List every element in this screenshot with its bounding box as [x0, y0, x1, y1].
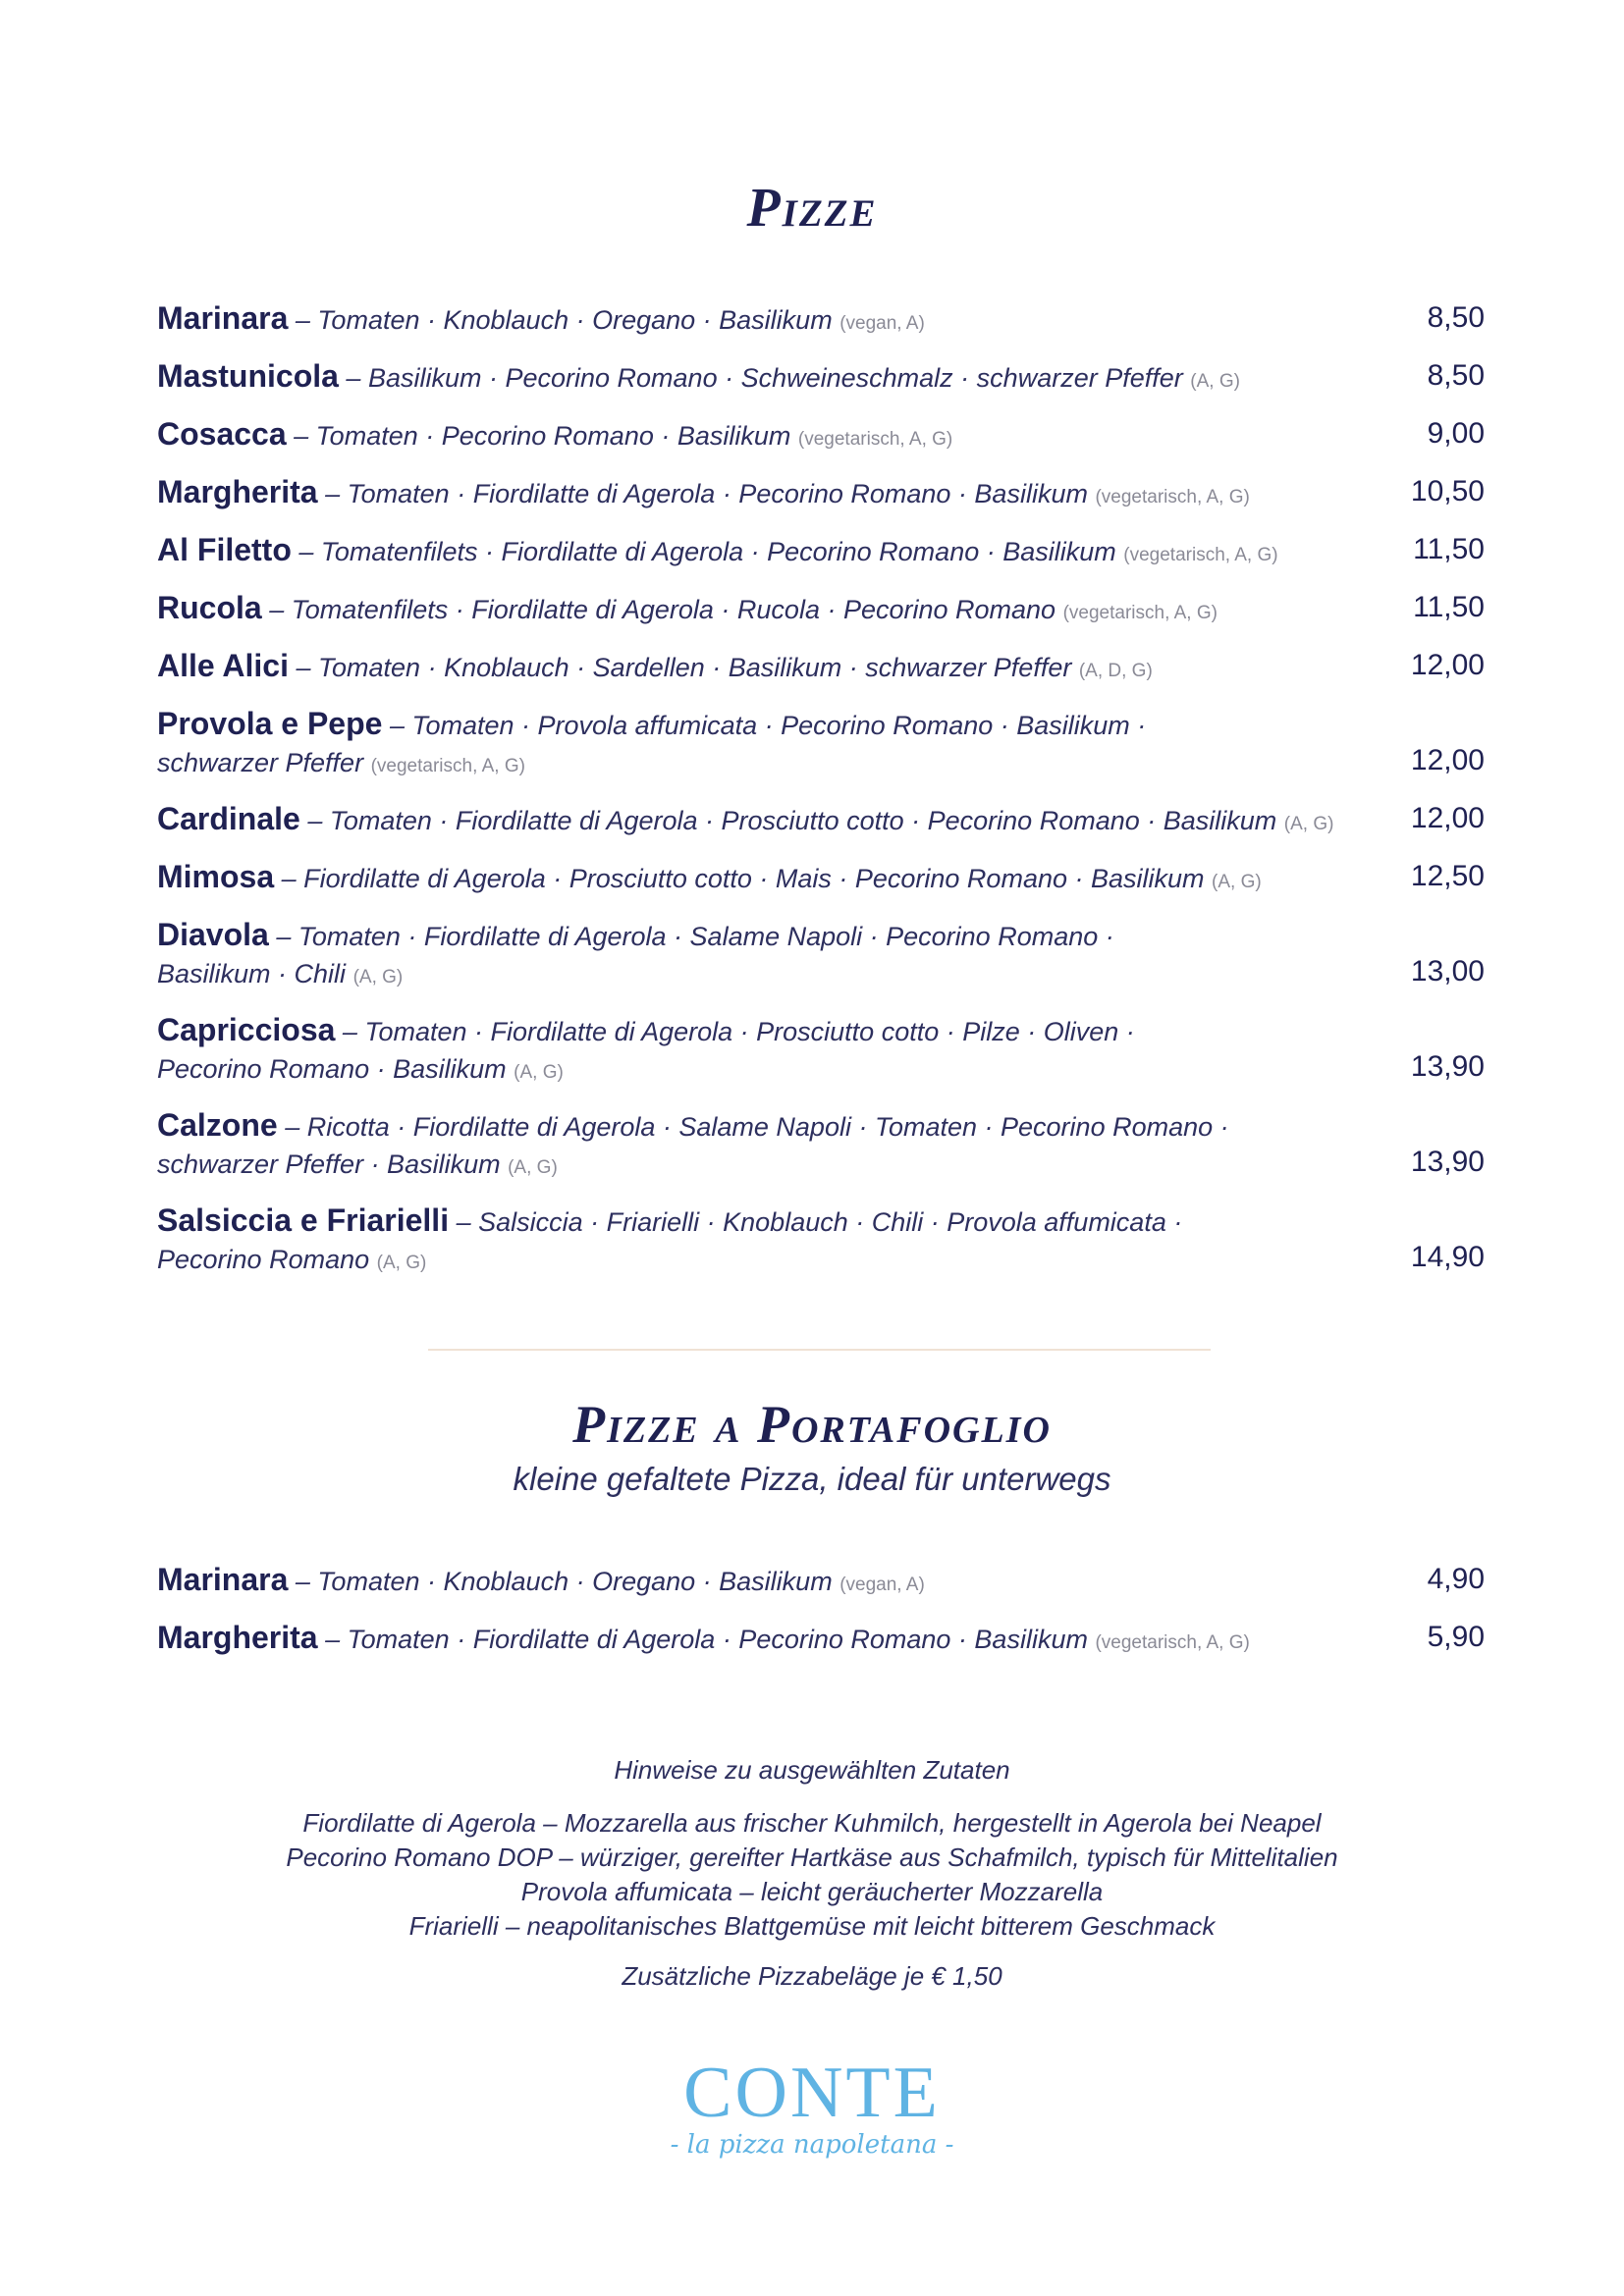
menu-item-separator: –	[288, 305, 318, 335]
menu-item-allergens: (vegetarisch, A, G)	[1062, 603, 1218, 623]
menu-item-ingredients: Salsiccia · Friarielli · Knoblauch · Chili · Provola affumicata ·	[478, 1207, 1183, 1237]
menu-item-ingredients-cont: Pecorino Romano · Basilikum	[157, 1054, 507, 1084]
menu-item-name: Salsiccia e Friarielli	[157, 1202, 450, 1238]
menu-item-name: Alle Alici	[157, 648, 289, 683]
section-subtitle-portafoglio: kleine gefaltete Pizza, ideal für unterwegs	[513, 1461, 1111, 1497]
menu-item	[157, 1619, 1485, 1677]
menu-item-description	[157, 415, 1335, 458]
menu-item-separator: –	[382, 711, 412, 740]
menu-item	[157, 589, 1485, 647]
menu-item-price: 14,90	[1410, 1241, 1485, 1273]
menu-item-ingredients: Tomaten · Fiordilatte di Agerola · Pecorino Romano · Basilikum	[347, 479, 1088, 508]
menu-item-separator: –	[335, 1017, 365, 1046]
menu-item-allergens: (vegan, A)	[839, 1575, 925, 1595]
menu-item-ingredients: Tomaten · Knoblauch · Oregano · Basilikum	[317, 305, 833, 335]
portafoglio-menu-list	[157, 1561, 1485, 1677]
menu-item-description	[157, 531, 1335, 574]
menu-item-price: 8,50	[1427, 301, 1485, 334]
menu-item	[157, 916, 1485, 1011]
menu-item-name: Provola e Pepe	[157, 706, 383, 741]
ingredient-note: Pecorino Romano DOP – würziger, gereifter Hartkäse aus Schafmilch, typisch für Mittelitalien	[286, 1842, 1338, 1872]
menu-item-allergens: (A, G)	[514, 1062, 564, 1083]
menu-item-name: Margherita	[157, 474, 318, 509]
menu-item-name: Capricciosa	[157, 1012, 336, 1047]
menu-item	[157, 473, 1485, 531]
menu-item-ingredients-cont: Pecorino Romano	[157, 1245, 370, 1274]
menu-item	[157, 647, 1485, 705]
menu-item-price: 12,00	[1410, 802, 1485, 834]
menu-item	[157, 1201, 1485, 1297]
menu-item-allergens: (vegan, A)	[839, 313, 925, 334]
menu-item-description	[157, 705, 1335, 785]
menu-item-allergens: (A, G)	[352, 967, 404, 988]
section-divider	[428, 1349, 1211, 1351]
menu-item-price: 10,50	[1410, 475, 1485, 507]
menu-item-ingredients: Tomaten · Fiordilatte di Agerola · Salame Napoli · Pecorino Romano ·	[298, 922, 1114, 951]
menu-item-price: 12,00	[1410, 649, 1485, 681]
menu-item-description	[157, 1201, 1335, 1282]
menu-item-ingredients-cont: Basilikum · Chili	[157, 959, 347, 988]
menu-item-name: Cosacca	[157, 416, 287, 452]
menu-item-price: 4,90	[1427, 1563, 1485, 1595]
menu-item-ingredients: Tomaten · Fiordilatte di Agerola · Pecorino Romano · Basilikum	[347, 1625, 1088, 1654]
menu-item	[157, 858, 1485, 916]
menu-item-separator: –	[274, 864, 304, 893]
menu-item-allergens: (vegetarisch, A, G)	[1095, 1632, 1250, 1653]
menu-item-separator: –	[299, 806, 330, 835]
menu-item-ingredients: Fiordilatte di Agerola · Prosciutto cotto · Mais · Pecorino Romano · Basilikum	[303, 864, 1205, 893]
menu-item-name: Diavola	[157, 917, 269, 952]
menu-item	[157, 299, 1485, 357]
menu-item-description	[157, 647, 1335, 690]
menu-item-description	[157, 589, 1335, 632]
menu-item-separator: –	[268, 922, 298, 951]
menu-item-allergens: (A, D, G)	[1078, 661, 1153, 681]
menu-item	[157, 415, 1485, 473]
menu-item	[157, 1011, 1485, 1106]
menu-item-separator: –	[317, 479, 348, 508]
menu-item-ingredients: Tomaten · Knoblauch · Oregano · Basilikum	[317, 1567, 833, 1596]
menu-item	[157, 531, 1485, 589]
menu-item-price: 11,50	[1413, 591, 1485, 623]
menu-item-description	[157, 1106, 1335, 1187]
menu-item-price: 8,50	[1427, 359, 1485, 392]
menu-item	[157, 705, 1485, 800]
menu-item-ingredients: Basilikum · Pecorino Romano · Schweineschmalz · schwarzer Pfeffer	[367, 363, 1183, 393]
menu-item-name: Marinara	[157, 300, 289, 336]
menu-item-ingredients: Tomaten · Pecorino Romano · Basilikum	[315, 421, 791, 451]
menu-item-ingredients: Ricotta · Fiordilatte di Agerola · Salame Napoli · Tomaten · Pecorino Romano ·	[306, 1112, 1229, 1142]
menu-item-name: Mastunicola	[157, 358, 339, 394]
menu-item-separator: –	[338, 363, 368, 393]
menu-item-ingredients: Tomaten · Fiordilatte di Agerola · Prosciutto cotto · Pilze · Oliven ·	[364, 1017, 1135, 1046]
menu-item-price: 13,90	[1410, 1050, 1485, 1083]
menu-item-separator: –	[277, 1112, 307, 1142]
section-title-pizze: Pizze	[746, 178, 878, 239]
menu-item-price: 11,50	[1413, 533, 1485, 565]
menu-item	[157, 357, 1485, 415]
menu-item-name: Rucola	[157, 590, 262, 625]
menu-item-separator: –	[317, 1625, 348, 1654]
menu-item-description	[157, 916, 1335, 996]
menu-item	[157, 1561, 1485, 1619]
menu-item-ingredients: Tomaten · Fiordilatte di Agerola · Prosciutto cotto · Pecorino Romano · Basilikum	[329, 806, 1277, 835]
menu-item-ingredients: Tomatenfilets · Fiordilatte di Agerola · Rucola · Pecorino Romano	[291, 595, 1056, 624]
menu-item-separator: –	[288, 653, 318, 682]
menu-item-description	[157, 1561, 1335, 1604]
menu-item-separator: –	[261, 595, 292, 624]
ingredient-note: Provola affumicata – leicht geräucherter Mozzarella	[520, 1877, 1104, 1906]
menu-item-description	[157, 473, 1335, 516]
menu-item-price: 9,00	[1427, 417, 1485, 450]
menu-item-separator: –	[286, 421, 316, 451]
menu-item-allergens: (A, G)	[1212, 872, 1262, 892]
menu-item-description	[157, 800, 1335, 843]
pizza-menu-list	[157, 299, 1485, 1297]
menu-item-allergens: (vegetarisch, A, G)	[1123, 545, 1278, 565]
menu-item-description	[157, 357, 1335, 400]
menu-item	[157, 1106, 1485, 1201]
menu-item-ingredients: Tomatenfilets · Fiordilatte di Agerola · Pecorino Romano · Basilikum	[320, 537, 1116, 566]
menu-item-separator: –	[291, 537, 321, 566]
brand-tagline: - la pizza napoletana -	[670, 2130, 954, 2160]
menu-item-price: 5,90	[1427, 1621, 1485, 1653]
menu-item-description	[157, 1619, 1335, 1662]
menu-item-ingredients: Tomaten · Knoblauch · Sardellen · Basilikum · schwarzer Pfeffer	[318, 653, 1072, 682]
ingredient-note: Friarielli – neapolitanisches Blattgemüse mit leicht bitterem Geschmack	[408, 1911, 1216, 1941]
menu-item-price: 13,00	[1410, 955, 1485, 988]
brand-logo: CONTE	[683, 2053, 941, 2133]
menu-item-separator: –	[449, 1207, 479, 1237]
menu-item	[157, 800, 1485, 858]
menu-item-price: 12,50	[1410, 860, 1485, 892]
menu-item-name: Mimosa	[157, 859, 275, 894]
menu-item-name: Cardinale	[157, 801, 300, 836]
menu-item-separator: –	[288, 1567, 318, 1596]
ingredient-note: Fiordilatte di Agerola – Mozzarella aus frischer Kuhmilch, hergestellt in Agerola bei Neapel	[302, 1808, 1322, 1838]
section-title-portafoglio: Pizze a Portafoglio	[572, 1395, 1052, 1454]
menu-item-ingredients: Tomaten · Provola affumicata · Pecorino Romano · Basilikum ·	[411, 711, 1147, 740]
menu-item-name: Marinara	[157, 1562, 289, 1597]
menu-item-description	[157, 858, 1335, 901]
menu-item-allergens: (A, G)	[508, 1157, 558, 1178]
menu-item-name: Al Filetto	[157, 532, 292, 567]
extra-toppings-note: Zusätzliche Pizzabeläge je € 1,50	[622, 1961, 1002, 1991]
menu-item-allergens: (A, G)	[1190, 371, 1240, 392]
ingredient-notes	[0, 1806, 1624, 1944]
menu-item-allergens: (vegetarisch, A, G)	[797, 429, 953, 450]
menu-item-allergens: (A, G)	[376, 1253, 427, 1273]
menu-item-price: 13,90	[1410, 1146, 1485, 1178]
menu-item-price: 12,00	[1410, 744, 1485, 776]
menu-item-description	[157, 299, 1335, 343]
menu-item-allergens: (vegetarisch, A, G)	[1095, 487, 1250, 507]
notes-heading: Hinweise zu ausgewählten Zutaten	[614, 1755, 1010, 1785]
menu-item-name: Calzone	[157, 1107, 278, 1143]
menu-item-description	[157, 1011, 1335, 1092]
menu-item-ingredients-cont: schwarzer Pfeffer	[157, 748, 364, 777]
menu-item-allergens: (A, G)	[1283, 814, 1334, 834]
menu-item-allergens: (vegetarisch, A, G)	[370, 756, 525, 776]
menu-item-name: Margherita	[157, 1620, 318, 1655]
menu-item-ingredients-cont: schwarzer Pfeffer · Basilikum	[157, 1149, 501, 1179]
